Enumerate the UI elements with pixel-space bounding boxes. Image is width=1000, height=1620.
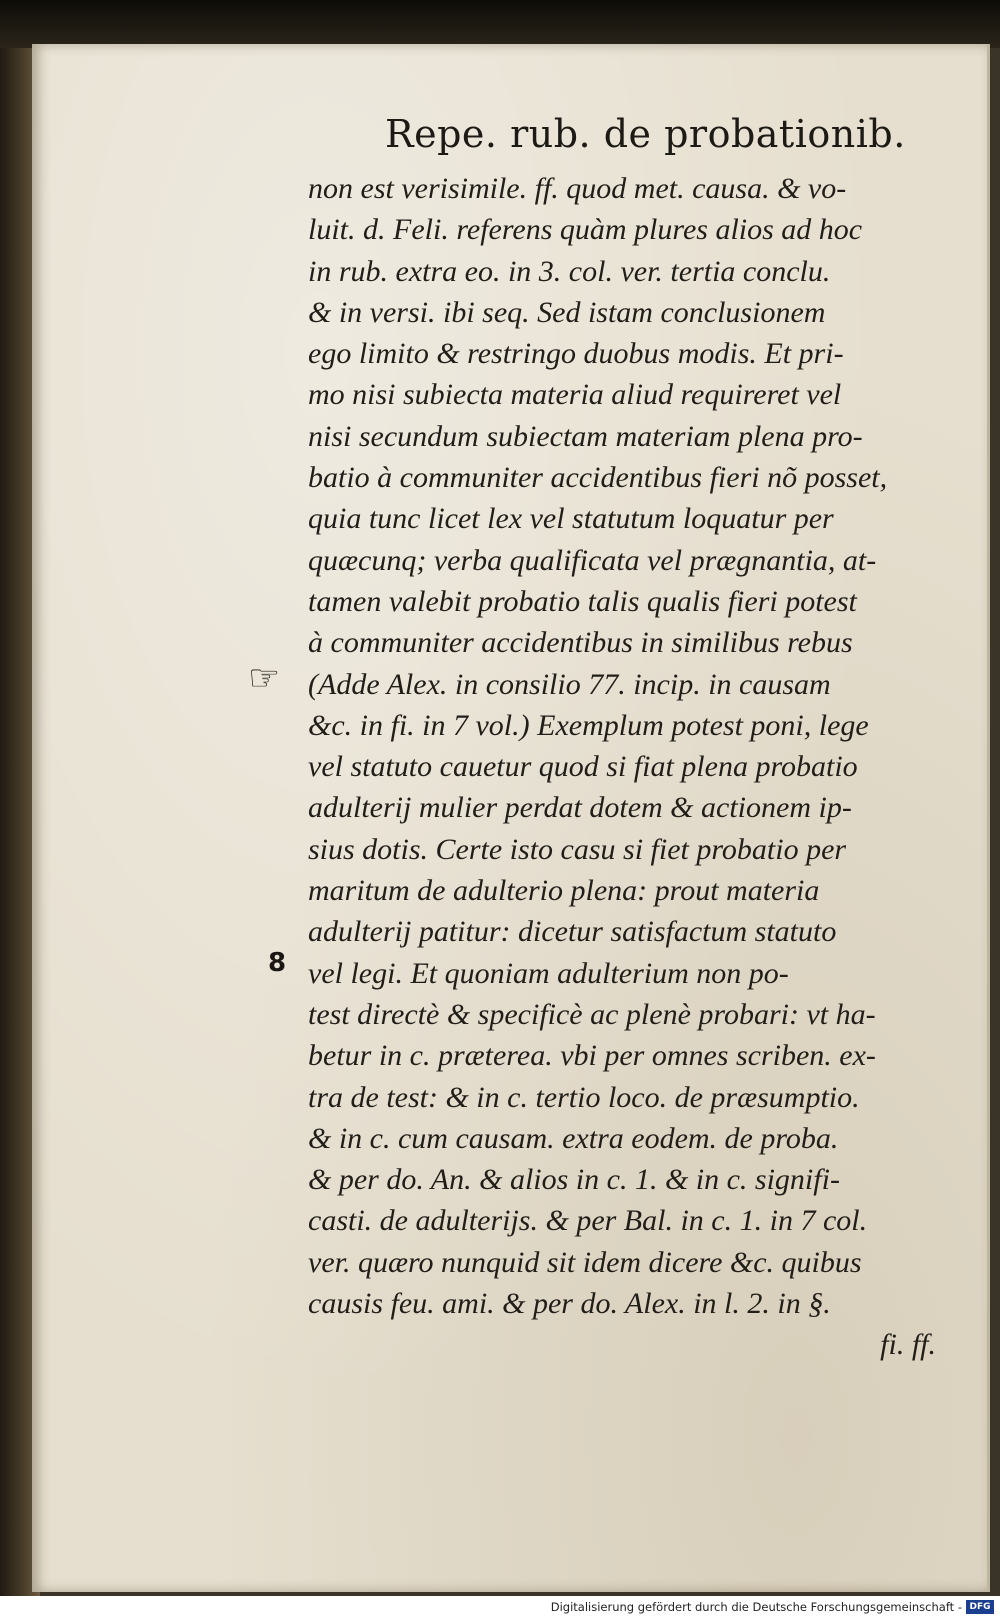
text-line: vel legi. Et quoniam adulterium non po- — [308, 956, 789, 990]
digitization-credit: Digitalisierung gefördert durch die Deutsche Forschungsgemeinschaft - — [550, 1600, 962, 1614]
text-line: ver. quæro nunquid sit idem dicere &c. quibus — [308, 1245, 862, 1279]
text-line: sius dotis. Certe isto casu si fiet probatio per — [308, 832, 847, 866]
text-line: in rub. extra eo. in 3. col. ver. tertia conclu. — [308, 254, 831, 288]
text-line: tra de test: & in c. tertio loco. de præsumptio. — [308, 1080, 860, 1114]
text-line: betur in c. præterea. vbi per omnes scriben. ex- — [308, 1039, 876, 1073]
body-text — [308, 168, 956, 1366]
text-line: quæcunq; verba qualificata vel prægnantia, at- — [308, 543, 877, 577]
text-line: mo nisi subiecta materia aliud requireret vel — [308, 378, 842, 412]
dfg-logo: DFG — [966, 1600, 994, 1614]
marginal-number: 8 — [268, 948, 287, 978]
text-line: ego limito & restringo duobus modis. Et pri- — [308, 337, 844, 371]
text-line: non est verisimile. ff. quod met. causa. & vo- — [308, 172, 847, 205]
text-line: casti. de adulterijs. & per Bal. in c. 1. in 7 col. — [308, 1204, 868, 1238]
text-line: à communiter accidentibus in similibus rebus — [308, 626, 853, 660]
text-line: nisi secundum subiectam materiam plena pro- — [308, 419, 863, 453]
book-top-edge — [0, 0, 1000, 48]
text-line: batio à communiter accidentibus fieri nõ posset, — [308, 461, 888, 495]
pointing-hand-icon: ☞ — [248, 658, 281, 699]
text-line: (Adde Alex. in consilio 77. incip. in causam — [308, 667, 831, 701]
text-line: & per do. An. & alios in c. 1. & in c. signifi- — [308, 1163, 840, 1197]
text-line: adulterij mulier perdat dotem & actionem ip- — [308, 791, 852, 825]
text-line: tamen valebit probatio talis qualis fieri potest — [308, 584, 857, 618]
running-head: Repe. rub. de probationib. — [385, 112, 906, 156]
text-line: &c. in fi. in 7 vol.) Exemplum potest poni, lege — [308, 708, 869, 742]
text-line: adulterij patitur: dicetur satisfactum statuto — [308, 915, 837, 949]
text-line: & in c. cum causam. extra eodem. de proba. — [308, 1121, 839, 1155]
text-line: luit. d. Feli. referens quàm plures alios ad hoc — [308, 213, 863, 247]
text-line: maritum de adulterio plena: prout materia — [308, 874, 820, 908]
text-line: test directè & specificè ac plenè probari: vt ha- — [308, 997, 876, 1031]
text-line: vel statuto cauetur quod si fiat plena probatio — [308, 750, 858, 784]
catchword-line: fi. ff. — [880, 1328, 936, 1362]
text-line: & in versi. ibi seq. Sed istam conclusionem — [308, 295, 826, 329]
text-line: causis feu. ami. & per do. Alex. in l. 2. in §. — [308, 1287, 831, 1321]
text-line: quia tunc licet lex vel statutum loquatur per — [308, 502, 834, 536]
